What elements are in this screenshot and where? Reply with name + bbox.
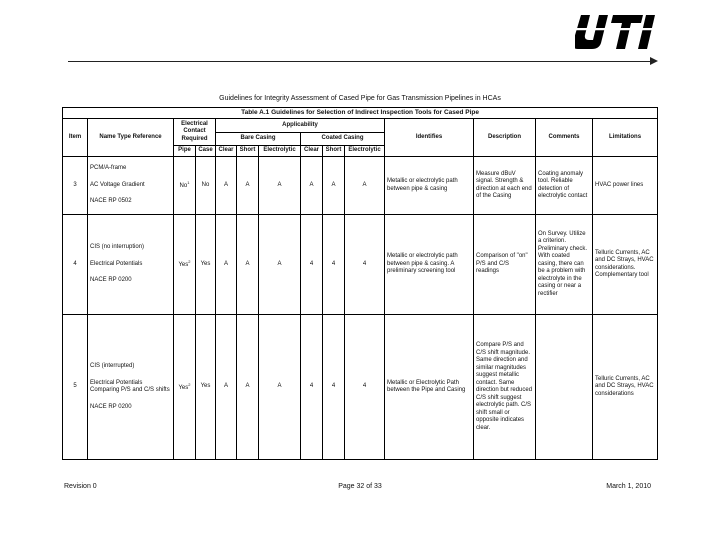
header-coated-short: Short <box>323 146 345 157</box>
header-item: Item <box>63 119 88 157</box>
limitations: Telluric Currents, AC and DC Strays, HVAC considerations. Complementary tool <box>593 215 658 315</box>
comments: Coating anomaly tool. Reliable detection of electrolytic contact <box>536 157 593 215</box>
coated-short: 4 <box>323 215 345 315</box>
name-type-reference <box>88 315 174 460</box>
limitations: Telluric Currents, AC and DC Strays, HVAC considerations <box>593 315 658 460</box>
tool-name: CIS (interrupted) <box>90 363 135 370</box>
table-row <box>63 215 658 315</box>
table-caption: Table A.1 Guidelines for Selection of Indirect Inspection Tools for Cased Pipe <box>63 108 658 119</box>
header-bare-clear: Clear <box>216 146 237 157</box>
coated-electrolytic: 4 <box>345 215 385 315</box>
identifies: Metallic or Electrolytic Path between the Pipe and Casing <box>385 315 474 460</box>
table-row <box>63 157 658 215</box>
inspection-tools-table <box>62 107 658 460</box>
header-coated-clear: Clear <box>301 146 323 157</box>
header-bare-casing: Bare Casing <box>216 133 301 146</box>
case-contact: Yes <box>196 215 216 315</box>
coated-electrolytic: A <box>345 157 385 215</box>
tool-reference: NACE RP 0200 <box>90 403 132 410</box>
header-contact: Electrical Contact Required <box>174 119 216 146</box>
tool-name: PCM/A-frame <box>90 165 127 172</box>
name-type-reference <box>88 215 174 315</box>
tool-name: CIS (no interruption) <box>90 244 145 251</box>
tool-type: AC Voltage Gradient <box>90 181 145 188</box>
comments: On Survey. Utilize a criterion. Preliminary check. With coated casing, there can be a problem with electrolyte in the casing or near a rectifier <box>536 215 593 315</box>
coated-short: 4 <box>323 315 345 460</box>
description: Measure dBuV signal. Strength & direction at each end of the Casing <box>474 157 536 215</box>
header-applicability: Applicability <box>216 119 385 133</box>
bare-electrolytic: A <box>259 157 301 215</box>
header-case: Case <box>196 146 216 157</box>
pipe-contact: Yes$^2$ <box>174 315 196 460</box>
identifies: Metallic or electrolytic path between pipe & casing <box>385 157 474 215</box>
header-rule-arrow <box>650 57 658 65</box>
comments <box>536 315 593 460</box>
header-coated-casing: Coated Casing <box>301 133 385 146</box>
header-pipe: Pipe <box>174 146 196 157</box>
document-title: Guidelines for Integrity Assessment of Cased Pipe for Gas Transmission Pipelines in HCAs <box>219 95 501 102</box>
tool-type: Electrical Potentials Comparing P/S and C/S shifts <box>90 379 170 394</box>
bare-electrolytic: A <box>259 315 301 460</box>
header-bare-electrolytic: Electrolytic <box>259 146 301 157</box>
description: Compare P/S and C/S shift magnitude. Same direction and similar magnitudes suggest metallic contact. Same direction but reduced C/S shift suggest electrolytic path. C/S shift small or opposite indicates clear. <box>474 315 536 460</box>
footer-date: March 1, 2010 <box>606 483 651 490</box>
item-number: 4 <box>63 215 88 315</box>
bare-short: A <box>237 157 259 215</box>
item-number: 5 <box>63 315 88 460</box>
tool-reference: NACE RP 0502 <box>90 198 132 205</box>
case-contact: Yes <box>196 315 216 460</box>
header-name: Name Type Reference <box>88 119 174 157</box>
coated-clear: 4 <box>301 315 323 460</box>
header-comments: Comments <box>536 119 593 157</box>
name-type-reference <box>88 157 174 215</box>
header-bare-short: Short <box>237 146 259 157</box>
pipe-contact: Yes$^2$ <box>174 215 196 315</box>
company-logo <box>575 13 663 49</box>
header-description: Description <box>474 119 536 157</box>
identifies: Metallic or electrolytic path between pipe & casing. A preliminary screening tool <box>385 215 474 315</box>
bare-clear: A <box>216 215 237 315</box>
bare-clear: A <box>216 315 237 460</box>
limitations: HVAC power lines <box>593 157 658 215</box>
bare-clear: A <box>216 157 237 215</box>
case-contact: No <box>196 157 216 215</box>
pipe-contact: No$^1$ <box>174 157 196 215</box>
coated-clear: 4 <box>301 215 323 315</box>
description: Comparison of "on" P/S and C/S readings <box>474 215 536 315</box>
header-limitations: Limitations <box>593 119 658 157</box>
bare-short: A <box>237 215 259 315</box>
bare-electrolytic: A <box>259 215 301 315</box>
footer-page-number: Page 32 of 33 <box>338 483 382 490</box>
header-identifies: Identifies <box>385 119 474 157</box>
coated-electrolytic: 4 <box>345 315 385 460</box>
tool-reference: NACE RP 0200 <box>90 277 132 284</box>
table-row <box>63 315 658 460</box>
bare-short: A <box>237 315 259 460</box>
coated-clear: A <box>301 157 323 215</box>
footer-revision: Revision 0 <box>64 483 97 490</box>
header-rule <box>68 61 652 62</box>
item-number: 3 <box>63 157 88 215</box>
tool-type: Electrical Potentials <box>90 260 143 267</box>
coated-short: A <box>323 157 345 215</box>
header-coated-electrolytic: Electrolytic <box>345 146 385 157</box>
